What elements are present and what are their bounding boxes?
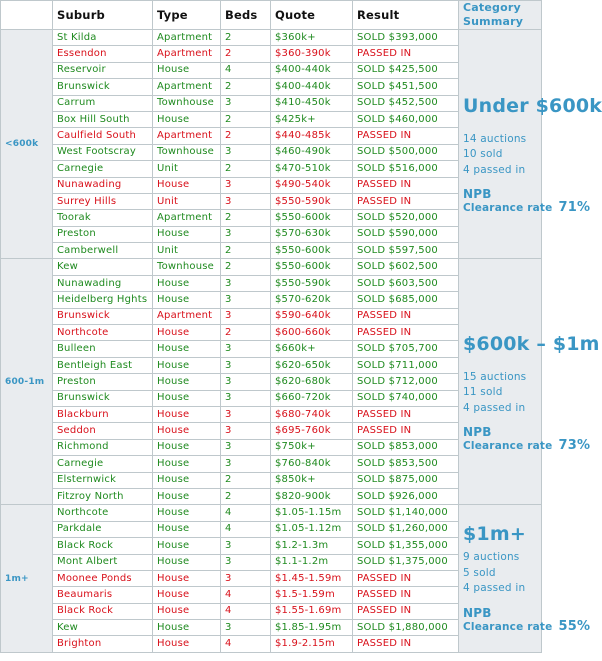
result-cell: SOLD $460,000	[353, 111, 459, 127]
quote-cell: $1.1-1.2m	[271, 554, 353, 570]
type-cell: House	[153, 554, 221, 570]
summary-stats	[463, 370, 541, 417]
type-cell: House	[153, 226, 221, 242]
suburb-cell: Bentleigh East	[53, 357, 153, 373]
quote-cell: $760-840k	[271, 456, 353, 472]
result-cell: SOLD $603,500	[353, 275, 459, 291]
suburb-cell: Seddon	[53, 423, 153, 439]
auction-count: 9 auctions	[463, 551, 520, 564]
table-row	[1, 30, 542, 46]
quote-cell: $550-600k	[271, 210, 353, 226]
quote-cell: $570-620k	[271, 292, 353, 308]
quote-cell: $460-490k	[271, 144, 353, 160]
type-cell: Unit	[153, 193, 221, 209]
type-cell: House	[153, 406, 221, 422]
beds-cell: 2	[221, 46, 271, 62]
type-cell: House	[153, 603, 221, 619]
quote-cell: $550-600k	[271, 243, 353, 259]
result-cell: SOLD $597,500	[353, 243, 459, 259]
header-row	[1, 1, 542, 30]
summary-stats	[463, 132, 541, 179]
clearance-rate-value: 71%	[558, 200, 591, 216]
result-cell: PASSED IN	[353, 325, 459, 341]
type-cell: House	[153, 62, 221, 78]
type-cell: House	[153, 177, 221, 193]
beds-cell: 4	[221, 505, 271, 521]
result-cell: SOLD $1,375,000	[353, 554, 459, 570]
auction-count: 15 auctions	[463, 370, 527, 383]
quote-cell: $550-590k	[271, 193, 353, 209]
passed-in-count: 4 passed in	[463, 582, 526, 595]
beds-cell: 3	[221, 193, 271, 209]
quote-cell: $570-630k	[271, 226, 353, 242]
beds-cell: 3	[221, 374, 271, 390]
quote-cell: $1.45-1.59m	[271, 570, 353, 586]
type-cell: House	[153, 472, 221, 488]
result-cell: SOLD $926,000	[353, 488, 459, 504]
beds-cell: 3	[221, 538, 271, 554]
suburb-cell: Richmond	[53, 439, 153, 455]
clearance-label: Clearance rate	[463, 440, 553, 453]
result-cell: PASSED IN	[353, 603, 459, 619]
npb-label: NPB	[463, 425, 492, 440]
suburb-cell: Surrey Hills	[53, 193, 153, 209]
type-cell: House	[153, 275, 221, 291]
beds-cell: 4	[221, 587, 271, 603]
quote-cell: $360-390k	[271, 46, 353, 62]
suburb-cell: West Footscray	[53, 144, 153, 160]
result-cell: SOLD $500,000	[353, 144, 459, 160]
suburb-cell: Kew	[53, 620, 153, 636]
suburb-cell: Northcote	[53, 325, 153, 341]
clearance-label: Clearance rate	[463, 202, 553, 215]
quote-cell: $620-680k	[271, 374, 353, 390]
quote-cell: $1.9-2.15m	[271, 636, 353, 652]
band-column-header	[1, 1, 53, 30]
clearance-rate-value: 55%	[558, 618, 591, 634]
category-summary	[459, 505, 591, 653]
beds-column-header: Beds	[221, 1, 271, 30]
suburb-cell: Preston	[53, 374, 153, 390]
type-cell: Townhouse	[153, 144, 221, 160]
result-cell: SOLD $853,000	[353, 439, 459, 455]
summary-heading: Under $600k	[463, 94, 602, 117]
suburb-cell: Carnegie	[53, 456, 153, 472]
type-cell: House	[153, 439, 221, 455]
suburb-cell: Blackburn	[53, 406, 153, 422]
type-cell: House	[153, 570, 221, 586]
passed-in-count: 4 passed in	[463, 401, 526, 414]
suburb-cell: St Kilda	[53, 30, 153, 46]
type-cell: House	[153, 620, 221, 636]
quote-cell: $1.85-1.95m	[271, 620, 353, 636]
quote-cell: $660k+	[271, 341, 353, 357]
result-column-header: Result	[353, 1, 459, 30]
beds-cell: 2	[221, 111, 271, 127]
result-cell: SOLD $711,000	[353, 357, 459, 373]
quote-cell: $1.55-1.69m	[271, 603, 353, 619]
suburb-cell: Camberwell	[53, 243, 153, 259]
beds-cell: 4	[221, 603, 271, 619]
table-body	[1, 30, 602, 653]
clearance-rate	[463, 618, 591, 634]
beds-cell: 3	[221, 177, 271, 193]
suburb-cell: Brunswick	[53, 308, 153, 324]
result-cell: SOLD $875,000	[353, 472, 459, 488]
result-cell: SOLD $1,355,000	[353, 538, 459, 554]
suburb-cell: Brighton	[53, 636, 153, 652]
type-cell: House	[153, 357, 221, 373]
quote-cell: $660-720k	[271, 390, 353, 406]
result-cell: SOLD $590,000	[353, 226, 459, 242]
beds-cell: 3	[221, 390, 271, 406]
beds-cell: 2	[221, 161, 271, 177]
suburb-cell: Fitzroy North	[53, 488, 153, 504]
quote-cell: $360k+	[271, 30, 353, 46]
summary-column-header: Category Summary	[459, 1, 542, 30]
quote-cell: $550-600k	[271, 259, 353, 275]
type-cell: House	[153, 423, 221, 439]
npb-label: NPB	[463, 605, 492, 620]
quote-cell: $680-740k	[271, 406, 353, 422]
type-cell: House	[153, 390, 221, 406]
result-cell: SOLD $853,500	[353, 456, 459, 472]
result-cell: PASSED IN	[353, 128, 459, 144]
sold-count: 10 sold	[463, 148, 503, 161]
suburb-cell: Heidelberg Hghts	[53, 292, 153, 308]
type-cell: House	[153, 325, 221, 341]
beds-cell: 2	[221, 30, 271, 46]
beds-cell: 3	[221, 341, 271, 357]
type-cell: House	[153, 456, 221, 472]
quote-column-header: Quote	[271, 1, 353, 30]
clearance-rate-value: 73%	[558, 438, 591, 454]
type-cell: House	[153, 341, 221, 357]
suburb-cell: Beaumaris	[53, 587, 153, 603]
beds-cell: 3	[221, 570, 271, 586]
result-cell: PASSED IN	[353, 587, 459, 603]
result-cell: SOLD $1,140,000	[353, 505, 459, 521]
result-cell: PASSED IN	[353, 636, 459, 652]
suburb-cell: Elsternwick	[53, 472, 153, 488]
result-cell: SOLD $451,500	[353, 79, 459, 95]
type-cell: House	[153, 488, 221, 504]
beds-cell: 2	[221, 325, 271, 341]
beds-cell: 3	[221, 308, 271, 324]
beds-cell: 3	[221, 275, 271, 291]
suburb-cell: Black Rock	[53, 538, 153, 554]
beds-cell: 3	[221, 456, 271, 472]
result-cell: SOLD $705,700	[353, 341, 459, 357]
beds-cell: 2	[221, 472, 271, 488]
quote-cell: $1.2-1.3m	[271, 538, 353, 554]
beds-cell: 3	[221, 357, 271, 373]
quote-cell: $410-450k	[271, 95, 353, 111]
type-cell: Apartment	[153, 128, 221, 144]
quote-cell: $400-440k	[271, 79, 353, 95]
beds-cell: 3	[221, 554, 271, 570]
price-band-label: 600-1m	[1, 259, 53, 505]
result-cell: SOLD $685,000	[353, 292, 459, 308]
beds-cell: 3	[221, 439, 271, 455]
suburb-cell: Box Hill South	[53, 111, 153, 127]
type-cell: Apartment	[153, 46, 221, 62]
result-cell: PASSED IN	[353, 570, 459, 586]
table-row	[1, 505, 542, 521]
suburb-cell: Parkdale	[53, 521, 153, 537]
type-cell: Apartment	[153, 210, 221, 226]
suburb-cell: Preston	[53, 226, 153, 242]
result-cell: SOLD $1,260,000	[353, 521, 459, 537]
quote-cell: $470-510k	[271, 161, 353, 177]
result-cell: PASSED IN	[353, 177, 459, 193]
beds-cell: 4	[221, 636, 271, 652]
suburb-cell: Northcote	[53, 505, 153, 521]
type-cell: Townhouse	[153, 259, 221, 275]
result-cell: SOLD $393,000	[353, 30, 459, 46]
quote-cell: $490-540k	[271, 177, 353, 193]
quote-cell: $820-900k	[271, 488, 353, 504]
sold-count: 5 sold	[463, 566, 496, 579]
type-cell: House	[153, 111, 221, 127]
quote-cell: $400-440k	[271, 62, 353, 78]
beds-cell: 2	[221, 79, 271, 95]
type-cell: Townhouse	[153, 95, 221, 111]
quote-cell: $1.05-1.12m	[271, 521, 353, 537]
type-cell: Unit	[153, 161, 221, 177]
suburb-cell: Nunawading	[53, 177, 153, 193]
result-cell: PASSED IN	[353, 193, 459, 209]
quote-cell: $550-590k	[271, 275, 353, 291]
clearance-rate	[463, 438, 591, 454]
type-cell: House	[153, 587, 221, 603]
quote-cell: $590-640k	[271, 308, 353, 324]
npb-label: NPB	[463, 187, 492, 202]
result-cell: PASSED IN	[353, 423, 459, 439]
suburb-cell: Mont Albert	[53, 554, 153, 570]
summary-stats	[463, 550, 541, 597]
result-cell: PASSED IN	[353, 406, 459, 422]
beds-cell: 4	[221, 521, 271, 537]
beds-cell: 2	[221, 259, 271, 275]
type-cell: House	[153, 636, 221, 652]
quote-cell: $850k+	[271, 472, 353, 488]
type-cell: Apartment	[153, 30, 221, 46]
price-band-label: 1m+	[1, 505, 53, 653]
type-cell: House	[153, 374, 221, 390]
suburb-cell: Reservoir	[53, 62, 153, 78]
suburb-cell: Black Rock	[53, 603, 153, 619]
type-cell: House	[153, 292, 221, 308]
quote-cell: $425k+	[271, 111, 353, 127]
suburb-column-header: Suburb	[53, 1, 153, 30]
type-cell: House	[153, 538, 221, 554]
suburb-cell: Carrum	[53, 95, 153, 111]
result-cell: SOLD $425,500	[353, 62, 459, 78]
result-cell: PASSED IN	[353, 46, 459, 62]
beds-cell: 2	[221, 243, 271, 259]
result-cell: SOLD $516,000	[353, 161, 459, 177]
suburb-cell: Moonee Ponds	[53, 570, 153, 586]
summary-heading: $1m+	[463, 523, 526, 546]
result-cell: SOLD $602,500	[353, 259, 459, 275]
quote-cell: $695-760k	[271, 423, 353, 439]
beds-cell: 2	[221, 210, 271, 226]
result-cell: SOLD $520,000	[353, 210, 459, 226]
beds-cell: 3	[221, 292, 271, 308]
table-row	[1, 259, 542, 275]
sold-count: 11 sold	[463, 386, 503, 399]
suburb-cell: Toorak	[53, 210, 153, 226]
suburb-cell: Nunawading	[53, 275, 153, 291]
quote-cell: $440-485k	[271, 128, 353, 144]
result-cell: SOLD $740,000	[353, 390, 459, 406]
clearance-rate	[463, 200, 591, 216]
quote-cell: $620-650k	[271, 357, 353, 373]
suburb-cell: Brunswick	[53, 390, 153, 406]
beds-cell: 2	[221, 128, 271, 144]
beds-cell: 3	[221, 226, 271, 242]
quote-cell: $750k+	[271, 439, 353, 455]
type-cell: House	[153, 505, 221, 521]
suburb-cell: Kew	[53, 259, 153, 275]
suburb-cell: Essendon	[53, 46, 153, 62]
suburb-cell: Caulfield South	[53, 128, 153, 144]
suburb-cell: Carnegie	[53, 161, 153, 177]
result-cell: SOLD $712,000	[353, 374, 459, 390]
auction-count: 14 auctions	[463, 132, 527, 145]
result-cell: PASSED IN	[353, 308, 459, 324]
result-cell: SOLD $452,500	[353, 95, 459, 111]
quote-cell: $1.5-1.59m	[271, 587, 353, 603]
passed-in-count: 4 passed in	[463, 163, 526, 176]
beds-cell: 3	[221, 144, 271, 160]
summary-heading: $600k – $1m	[463, 332, 600, 355]
beds-cell: 4	[221, 62, 271, 78]
type-cell: Unit	[153, 243, 221, 259]
result-cell: SOLD $1,880,000	[353, 620, 459, 636]
quote-cell: $1.05-1.15m	[271, 505, 353, 521]
category-summary	[459, 259, 600, 505]
type-cell: Apartment	[153, 308, 221, 324]
suburb-cell: Bulleen	[53, 341, 153, 357]
suburb-cell: Brunswick	[53, 79, 153, 95]
clearance-label: Clearance rate	[463, 620, 553, 633]
beds-cell: 3	[221, 406, 271, 422]
beds-cell: 3	[221, 423, 271, 439]
type-cell: House	[153, 521, 221, 537]
category-summary	[459, 30, 602, 259]
beds-cell: 3	[221, 95, 271, 111]
type-cell: Apartment	[153, 79, 221, 95]
price-band-label: <600k	[1, 30, 53, 259]
type-column-header: Type	[153, 1, 221, 30]
beds-cell: 2	[221, 488, 271, 504]
quote-cell: $600-660k	[271, 325, 353, 341]
beds-cell: 3	[221, 620, 271, 636]
